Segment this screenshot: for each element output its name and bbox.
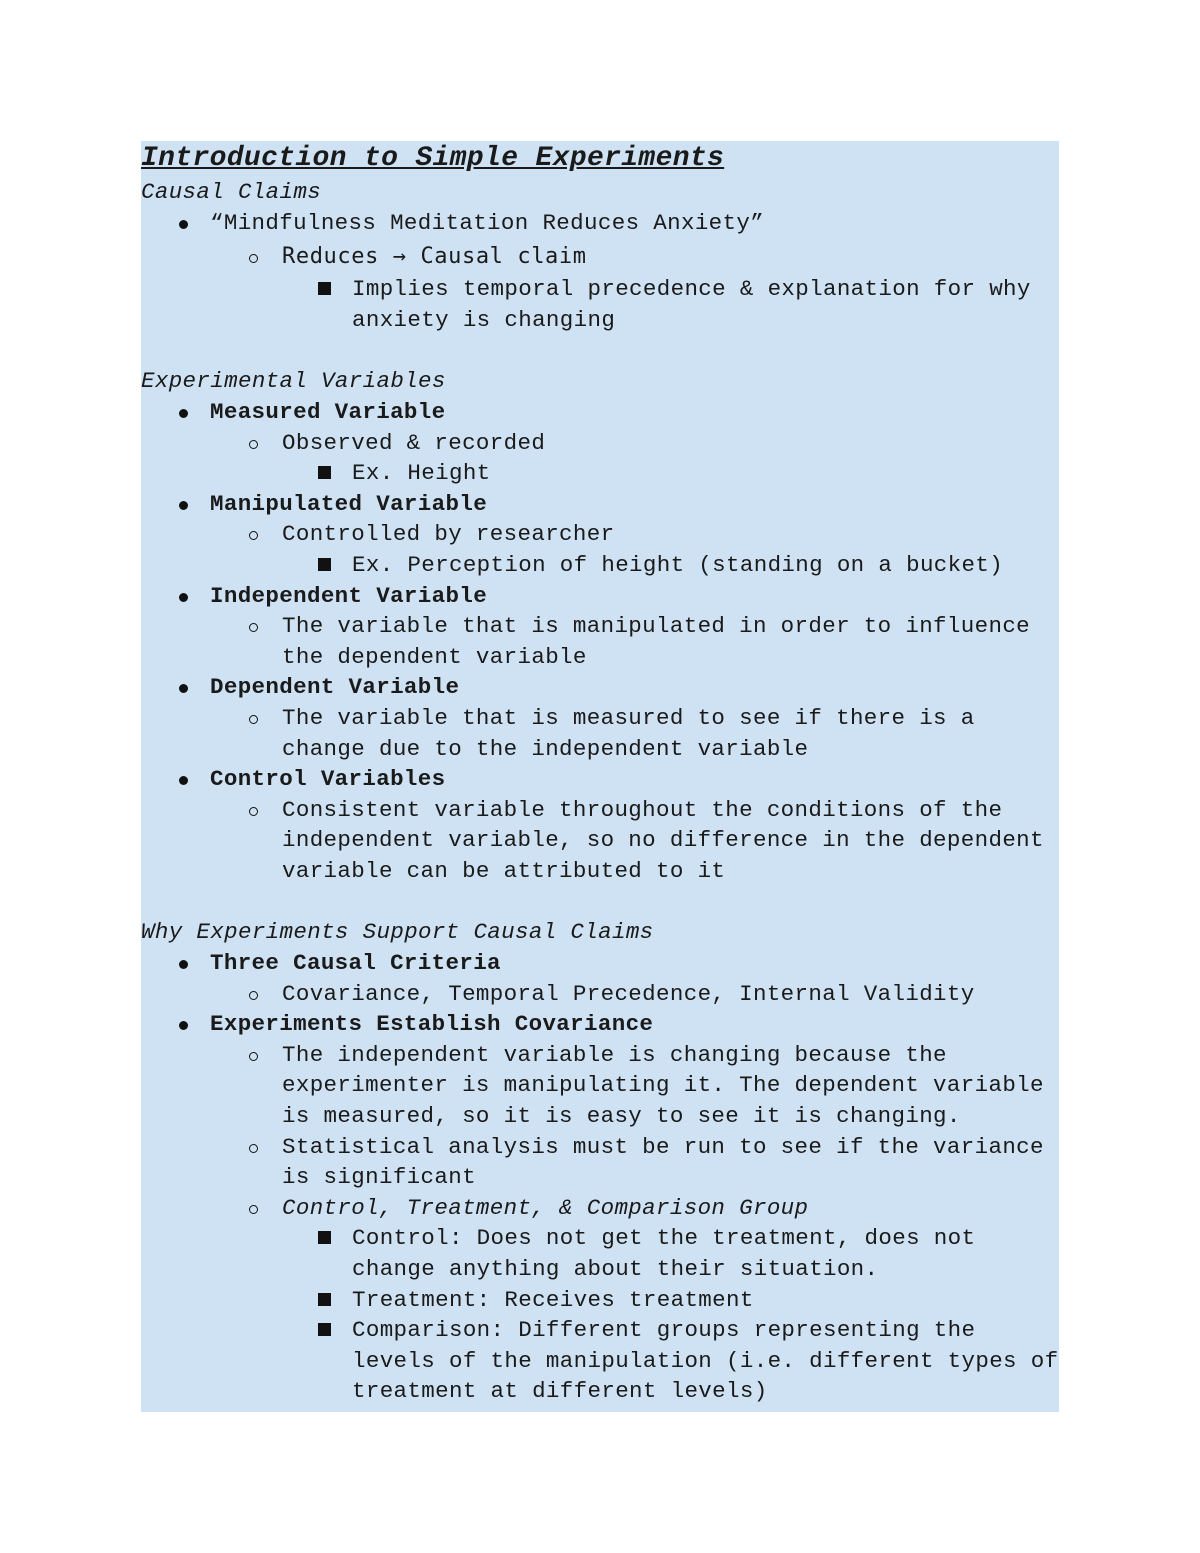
list-item [141, 1009, 1059, 1040]
page-title: Introduction to Simple Experiments [141, 143, 725, 174]
list-item-text: Experiments Establish Covariance [210, 1011, 654, 1038]
section-experimental-variables [141, 366, 1059, 886]
list-item-text: Manipulated Variable [210, 490, 488, 517]
list-item-text: The independent variable is changing because the experimenter is manipulating it. The dependent variable is measured, so it is easy to see it is changing. [282, 1041, 1044, 1130]
list-item-text: Treatment: Receives treatment [352, 1286, 754, 1313]
bullet-list [141, 397, 1059, 887]
section-heading: Causal Claims [141, 179, 322, 205]
list-item-text: Observed & recorded [282, 429, 546, 456]
section-why-experiments [141, 917, 1059, 1407]
list-item [141, 581, 1059, 612]
list-item-text: Control Variables [210, 766, 446, 793]
list-item [141, 489, 1059, 520]
list-item-text: The variable that is manipulated in order to influence the dependent variable [282, 613, 1031, 670]
list-item [141, 795, 1059, 887]
list-item-text: Reduces → Causal claim [282, 244, 587, 270]
list-item [141, 764, 1059, 795]
bullet-list [141, 208, 1059, 336]
list-item-text: Consistent variable throughout the conditions of the independent variable, so no difference in the dependent variable can be attributed to it [282, 796, 1044, 884]
list-item [141, 238, 1059, 274]
list-item-text: Covariance, Temporal Precedence, Internal Validity [282, 980, 975, 1007]
list-item [141, 948, 1059, 979]
list-item [141, 979, 1059, 1010]
list-item-text: Statistical analysis must be run to see if the variance is significant [282, 1133, 1044, 1191]
list-item [141, 672, 1059, 703]
list-item-text: Three Causal Criteria [210, 950, 501, 977]
notes-content [141, 141, 1059, 1407]
list-item [141, 1223, 1059, 1284]
list-item-text: Implies temporal precedence & explanation for why anxiety is changing [352, 276, 1031, 333]
list-item-text: Controlled by researcher [282, 521, 615, 548]
list-item [141, 208, 1059, 239]
list-item-text: The variable that is measured to see if there is a change due to the independent variable [282, 704, 975, 762]
list-item [141, 703, 1059, 764]
section-heading: Why Experiments Support Causal Claims [141, 919, 654, 946]
list-item-text: Control, Treatment, & Comparison Group [282, 1194, 809, 1221]
list-item [141, 1193, 1059, 1224]
list-item-text: Control: Does not get the treatment, does not change anything about their situation. [352, 1225, 976, 1282]
list-item-text: Independent Variable [210, 582, 488, 609]
list-item-text: Dependent Variable [210, 674, 460, 701]
section-causal-claims [141, 177, 1059, 335]
list-item [141, 519, 1059, 550]
list-item [141, 550, 1059, 581]
list-item-text: Ex. Perception of height (standing on a bucket) [352, 551, 1004, 578]
spacer [141, 886, 1059, 917]
list-item [141, 1132, 1059, 1193]
list-item [141, 428, 1059, 459]
list-item-text: Ex. Height [352, 460, 491, 487]
spacer [141, 335, 1059, 366]
list-item-text: Measured Variable [210, 398, 446, 425]
list-item [141, 274, 1059, 335]
section-heading: Experimental Variables [141, 368, 446, 395]
list-item [141, 458, 1059, 489]
list-item [141, 397, 1059, 428]
list-item [141, 1315, 1059, 1407]
list-item [141, 611, 1059, 672]
list-item-text: “Mindfulness Meditation Reduces Anxiety” [210, 209, 765, 236]
list-item-text: Comparison: Different groups representing the levels of the manipulation (i.e. different types of treatment at different levels) [352, 1317, 1059, 1405]
list-item [141, 1040, 1059, 1132]
list-item [141, 1285, 1059, 1316]
notes-page [141, 141, 1059, 1412]
bullet-list [141, 948, 1059, 1407]
